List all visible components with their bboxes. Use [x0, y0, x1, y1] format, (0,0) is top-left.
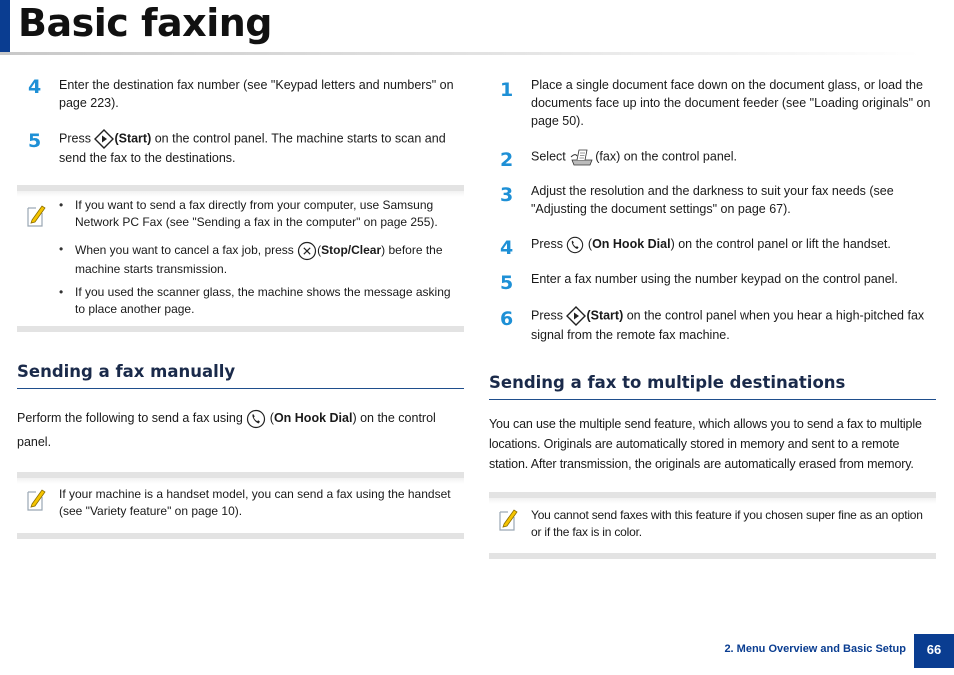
- note-pencil-icon: [25, 486, 47, 512]
- right-step-2-number: 2: [500, 149, 514, 171]
- right-step-4-bold: On Hook Dial: [592, 237, 671, 251]
- note-1-b1-pre: If you want to send a fax directly from your computer, use: [75, 198, 383, 212]
- title-rule: [0, 52, 920, 55]
- right-step-4-number: 4: [500, 237, 514, 259]
- manual-paragraph: Perform the following to send a fax using (On Hook Dial) on the control panel.: [17, 406, 464, 454]
- manual-para-bold: On Hook Dial: [273, 411, 353, 425]
- right-step-6-number: 6: [500, 308, 514, 330]
- right-step-6-text: [531, 306, 936, 344]
- note-box-1: [17, 185, 464, 332]
- note-box-2: [17, 472, 464, 539]
- note-1-list: [59, 197, 459, 324]
- note-pencil-icon: [25, 202, 47, 228]
- right-step-4-post: ) on the control panel or lift the handset.: [670, 237, 891, 251]
- right-step-1-text: Place a single document face down on the document glass, or load the documents face up into the document feeder (see "Loading originals" on page 50).: [531, 78, 931, 128]
- on-hook-dial-icon: [246, 409, 266, 429]
- page-title: Basic faxing: [18, 1, 272, 45]
- header-accent-bar: [0, 0, 10, 52]
- right-step-2-post: (fax) on the control panel.: [595, 149, 737, 164]
- right-step-6-post: on the control panel when you hear a high-pitched fax signal from the remote fax machine.: [531, 308, 925, 342]
- note-2-text: If your machine is a handset model, you can send a fax using the handset (see "Variety feature" on page 10).: [59, 487, 451, 518]
- note-1-b2-post: ) before the machine starts transmission.: [75, 243, 443, 276]
- note-1-bullet-1: [59, 197, 459, 231]
- left-step-5-pre: Press: [59, 131, 91, 146]
- note-1-b2-pre: When you want to cancel a fax job, press: [75, 243, 294, 258]
- right-step-4-text: Press (On Hook Dial) on the control panel or lift the handset.: [531, 235, 936, 254]
- right-step-6-pre: Press: [531, 308, 563, 323]
- right-step-3-text: Adjust the resolution and the darkness to suit your fax needs (see "Adjusting the document settings" on page 67).: [531, 184, 894, 216]
- note-box-3: [489, 492, 936, 559]
- left-step-5-post: on the control panel. The machine starts to scan and send the fax to the destinations.: [59, 131, 446, 165]
- section-rule-multiple: [489, 399, 936, 400]
- note-pencil-icon: [497, 506, 519, 532]
- multiple-paragraph: You can use the multiple send feature, which allows you to send a fax to multiple locations. Originals are automatically stored in memory and sent to a remote station. After transmission, the originals are automatically erased from memory.: [489, 417, 922, 471]
- right-step-2-pre: Select: [531, 149, 566, 164]
- note-1-bullet-2: • When you want to cancel a fax job, press (Stop/Clear) before the machine starts transmission.: [59, 241, 459, 278]
- footer-chapter: 2. Menu Overview and Basic Setup: [724, 643, 906, 655]
- right-step-3-number: 3: [500, 184, 514, 206]
- right-step-5-text: Enter a fax number using the number keypad on the control panel.: [531, 272, 898, 286]
- left-step-5-number: 5: [28, 130, 42, 152]
- note-1-bullet-3: • If you used the scanner glass, the machine shows the message asking to place another page.: [59, 284, 459, 318]
- section-rule-manual: [17, 388, 464, 389]
- right-step-5-number: 5: [500, 272, 514, 294]
- section-heading-manual: Sending a fax manually: [17, 362, 236, 381]
- stop-clear-icon: [297, 241, 317, 261]
- left-step-5-text: [59, 129, 465, 167]
- start-icon: [566, 306, 586, 326]
- left-step-5-bold: (Start): [114, 131, 152, 146]
- fax-icon: [569, 147, 595, 167]
- right-step-2-text: [531, 147, 936, 167]
- manual-para-pre: Perform the following to send a fax using: [17, 411, 243, 425]
- manual-para-post: ) on the control panel.: [17, 411, 436, 449]
- left-step-4-number: 4: [28, 76, 42, 98]
- section-heading-multiple: Sending a fax to multiple destinations: [489, 373, 846, 392]
- right-step-4-pre: Press: [531, 237, 563, 251]
- left-step-4-text: Enter the destination fax number (see "Keypad letters and numbers" on page 223).: [59, 78, 454, 110]
- right-step-6-bold: (Start): [586, 308, 624, 323]
- right-step-1-number: 1: [500, 79, 514, 101]
- start-icon: [94, 129, 114, 149]
- note-3-text: You cannot send faxes with this feature if you chosen super fine as an option or if the fax is in color.: [531, 508, 923, 539]
- note-1-b1-post: (see "Sending a fax in the computer" on page 255).: [162, 215, 438, 229]
- note-1-b2-bold: Stop/Clear: [321, 243, 382, 258]
- on-hook-dial-icon: [566, 236, 584, 254]
- note-1-b1-bold: Samsung Network PC Fax: [75, 198, 434, 229]
- page-number-badge: 66: [914, 634, 954, 668]
